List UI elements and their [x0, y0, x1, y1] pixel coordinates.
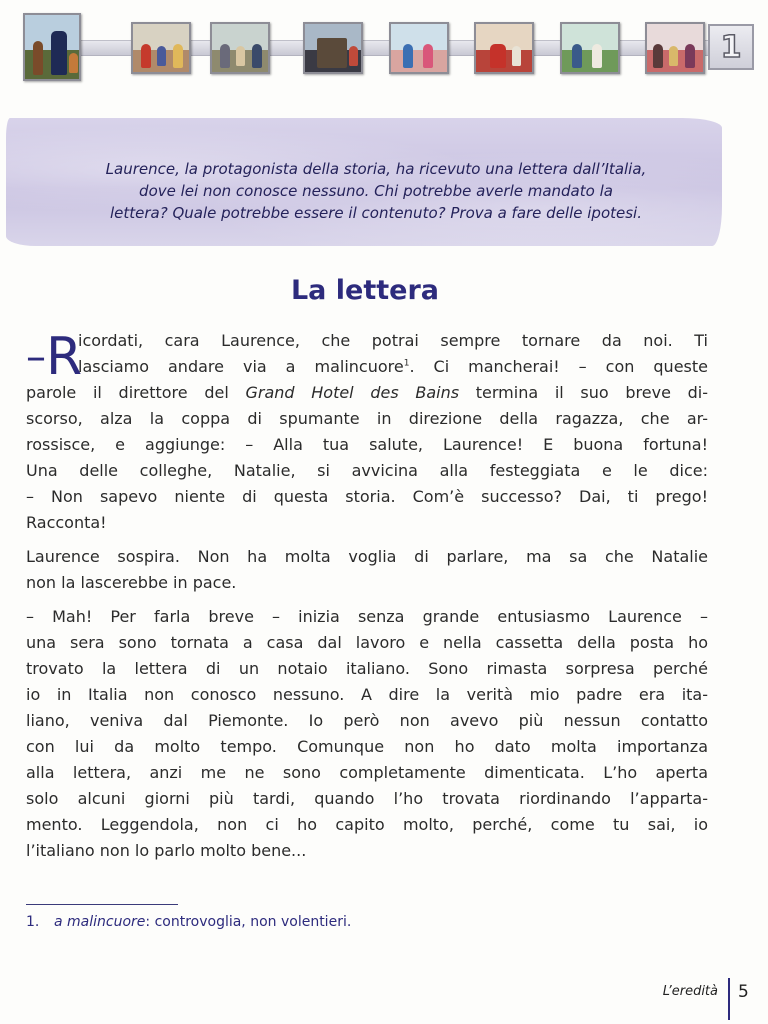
- footnote-ref[interactable]: 1: [403, 358, 410, 369]
- illustration-family-icon: [645, 22, 705, 74]
- footnote-divider: [26, 904, 178, 905]
- story-body: [26, 328, 708, 864]
- text-line: Una delle colleghe, Natalie, si avvicina alla festeggiata e le dice:: [26, 461, 708, 480]
- text-line: [78, 354, 708, 380]
- text-line: l’italiano non lo parlo molto bene...: [26, 841, 307, 860]
- illustration-hotel-icon: [131, 22, 191, 74]
- illustration-party-icon: [210, 22, 270, 74]
- text-line: liano, veniva dal Piemonte. Io però non avevo più nessun contatto: [26, 711, 708, 730]
- dropcap: [26, 327, 83, 387]
- page-number: 5: [738, 982, 749, 1002]
- dropcap-letter: R: [46, 327, 83, 387]
- text-line: icordati, cara Laurence, che potrai sempre tornare da noi. Ti: [78, 331, 708, 350]
- illustration-house-icon: [303, 22, 363, 74]
- footnote: [26, 914, 351, 930]
- text-span: . Ci mancherai! – con queste: [409, 357, 708, 376]
- illustration-reading-icon: [474, 22, 534, 74]
- illustration-garden-icon: [560, 22, 620, 74]
- text-span: lasciamo andare via a malincuore: [78, 357, 404, 376]
- text-line: mento. Leggendola, non ci ho capito molto, perché, come tu sai, io: [26, 815, 708, 834]
- text-line: alla lettera, anzi me ne sono completamente dimenticata. L’ho aperta: [26, 763, 708, 782]
- text-line: [26, 380, 708, 406]
- footnote-term: a malincuore: [54, 914, 146, 930]
- paragraph-1-opening: [26, 327, 708, 387]
- footnote-number: 1.: [26, 914, 40, 930]
- chapter-header-strip: [0, 0, 768, 100]
- text-line: io in Italia non conosco nessuno. A dire la verità mio padre era ita-: [26, 685, 708, 704]
- text-line: Racconta!: [26, 513, 107, 532]
- text-line: – Mah! Per farla breve – inizia senza grande entusiasmo Laurence –: [26, 607, 708, 626]
- footnote-definition: : controvoglia, non volentieri.: [145, 914, 352, 930]
- intro-text: Laurence, la protagonista della storia, ha ricevuto una lettera dall’Italia, dove lei non conosce nessuno. Chi potrebbe averle mandato la lettera? Quale potrebbe essere il contenuto? Prova a fare delle ipotesi.: [105, 160, 647, 222]
- chapter-number-badge: 1: [708, 24, 754, 70]
- text-line: non la lascerebbe in pace.: [26, 573, 237, 592]
- text-line: con lui da molto tempo. Comunque non ho dato molta importanza: [26, 737, 708, 756]
- intro-band: [6, 118, 722, 246]
- text-span: termina il suo breve di-: [459, 383, 708, 402]
- illustration-couple-icon: [389, 22, 449, 74]
- text-line: rossisce, e aggiunge: – Alla tua salute, Laurence! E buona fortuna!: [26, 435, 708, 454]
- text-line: scorso, alza la coppa di spumante in direzione della ragazza, che ar-: [26, 409, 708, 428]
- page-number-divider: [728, 978, 730, 1020]
- illustration-director-icon: [23, 13, 81, 81]
- text-line: trovato la lettera di un notaio italiano. Sono rimasta sorpresa perché: [26, 659, 708, 678]
- dropcap-dash: –: [26, 334, 46, 380]
- text-line: una sera sono tornata a casa dal lavoro e nella cassetta della posta ho: [26, 633, 708, 652]
- text-span: parole il direttore del: [26, 383, 246, 402]
- running-title: L’eredità: [662, 984, 718, 999]
- text-line: – Non sapevo niente di questa storia. Com’è successo? Dai, ti prego!: [26, 487, 708, 506]
- chapter-title: La lettera: [290, 275, 440, 306]
- hotel-name: Grand Hotel des Bains: [245, 383, 460, 402]
- text-line: solo alcuni giorni più tardi, quando l’ho trovata riordinando l’apparta-: [26, 789, 708, 808]
- text-line: Laurence sospira. Non ha molta voglia di parlare, ma sa che Natalie: [26, 547, 708, 566]
